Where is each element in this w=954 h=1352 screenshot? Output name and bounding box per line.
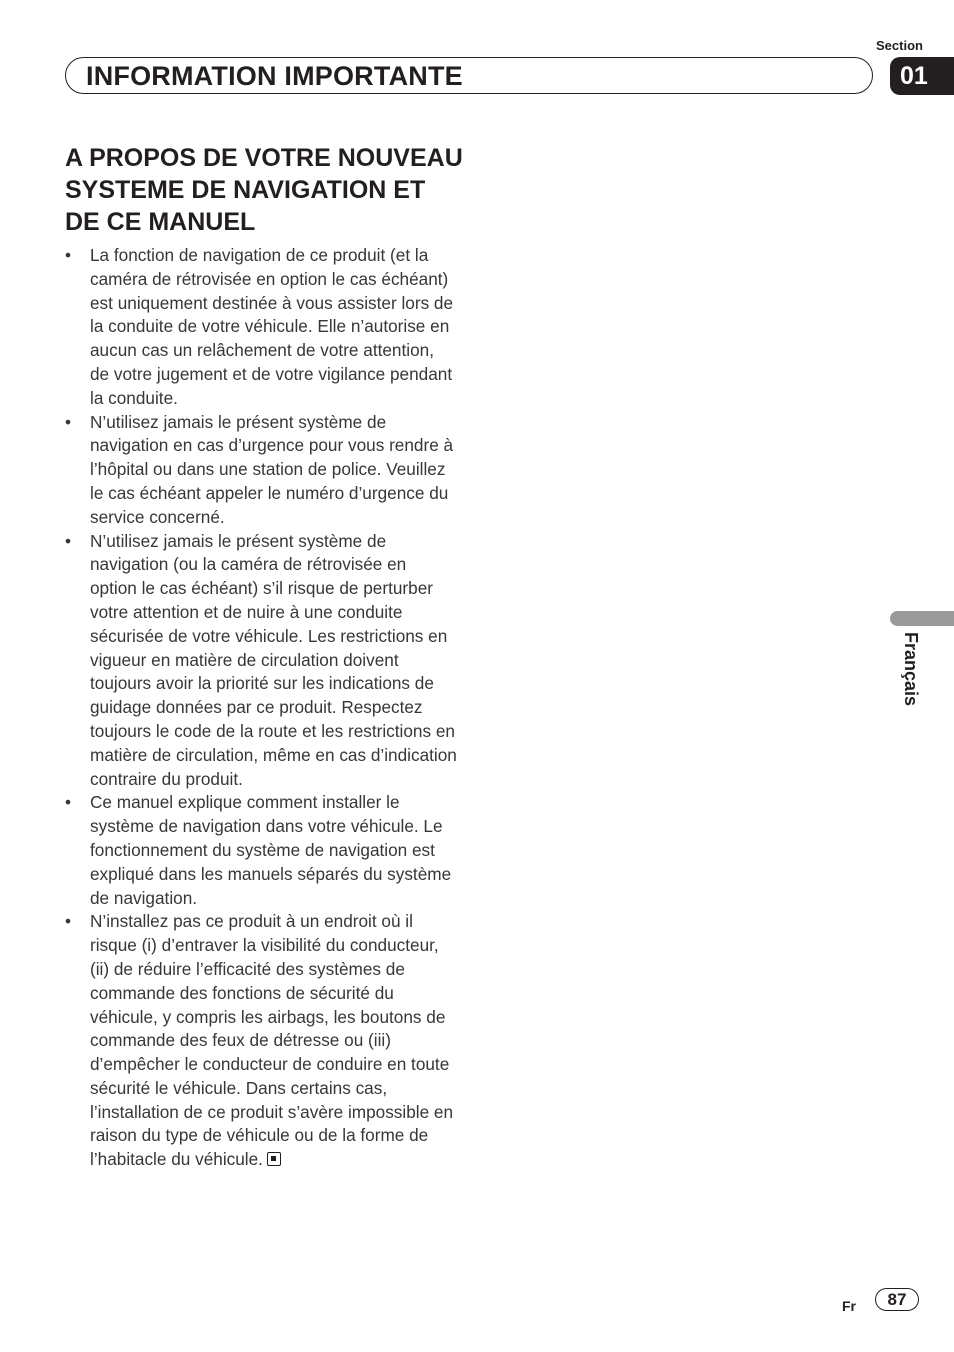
list-item bbox=[65, 244, 457, 411]
list-item bbox=[65, 910, 457, 1172]
end-of-section-square-icon bbox=[267, 1152, 281, 1166]
section-header-bar bbox=[65, 57, 873, 94]
list-item-text: N’utilisez jamais le présent système de navigation (ou la caméra de rétrovisée en option le cas échéant) s’il risque de perturber votre attention et de nuire à une conduite sécurisée de votre véhicule. Les restrictions en vigueur en matière de circulation doivent toujours avoir la priorité sur les indications de guidage données par ce produit. Respectez toujours le code de la route et les restrictions en matière de circulation, même en cas d’indication contraire du produit. bbox=[90, 530, 457, 789]
list-item-text: N’utilisez jamais le présent système de navigation en cas d’urgence pour vous rendre à l’hôpital ou dans une station de police. Veuillez le cas échéant appeler le numéro d’urgence du service concerné. bbox=[90, 411, 454, 527]
bullet-icon: • bbox=[65, 245, 72, 265]
section-title: INFORMATION IMPORTANTE bbox=[86, 61, 463, 91]
section-number-badge: 01 bbox=[890, 57, 954, 95]
bullet-icon: • bbox=[65, 911, 72, 932]
language-label: Français bbox=[901, 632, 921, 707]
language-tab-marker bbox=[890, 611, 954, 626]
list-item-text: N’installez pas ce produit à un endroit où il risque (i) d’entraver la visibilité du conducteur, (ii) de réduire l’efficacité des systèmes de commande des fonctions de sécurité du véhicule, y compris les airbags, les boutons de commande des feux de détresse ou (iii) d’empêcher le conducteur de conduire en toute sécurité le véhicule. Dans certains cas, l’installation de ce produit s’avère impossible en raison du type de véhicule ou de la forme de l’habitacle du véhicule. bbox=[90, 911, 454, 1170]
bullet-icon: • bbox=[65, 792, 72, 813]
list-item bbox=[65, 530, 457, 792]
page-number: 87 bbox=[875, 1288, 919, 1311]
list-item bbox=[65, 791, 457, 910]
list-item bbox=[65, 411, 457, 530]
bullet-icon: • bbox=[65, 530, 72, 551]
footer-language-code: Fr bbox=[842, 1298, 856, 1314]
bullet-list bbox=[65, 244, 457, 1172]
section-label: Section bbox=[876, 38, 923, 53]
bullet-icon: • bbox=[65, 411, 72, 432]
page-heading: A PROPOS DE VOTRE NOUVEAU SYSTEME DE NAVIGATION ET DE CE MANUEL bbox=[65, 144, 463, 236]
list-item-text: La fonction de navigation de ce produit (et la caméra de rétrovisée en option le cas échéant) est uniquement destinée à vous assister lors de la conduite de votre véhicule. Elle n’autorise en aucun cas un relâchement de votre attention, de votre jugement et de votre vigilance pendant la conduite. bbox=[90, 245, 454, 408]
list-item-text: Ce manuel explique comment installer le système de navigation dans votre véhicule. Le fonctionnement du système de navigation est expliqué dans les manuels séparés du système de navigation. bbox=[90, 792, 452, 908]
